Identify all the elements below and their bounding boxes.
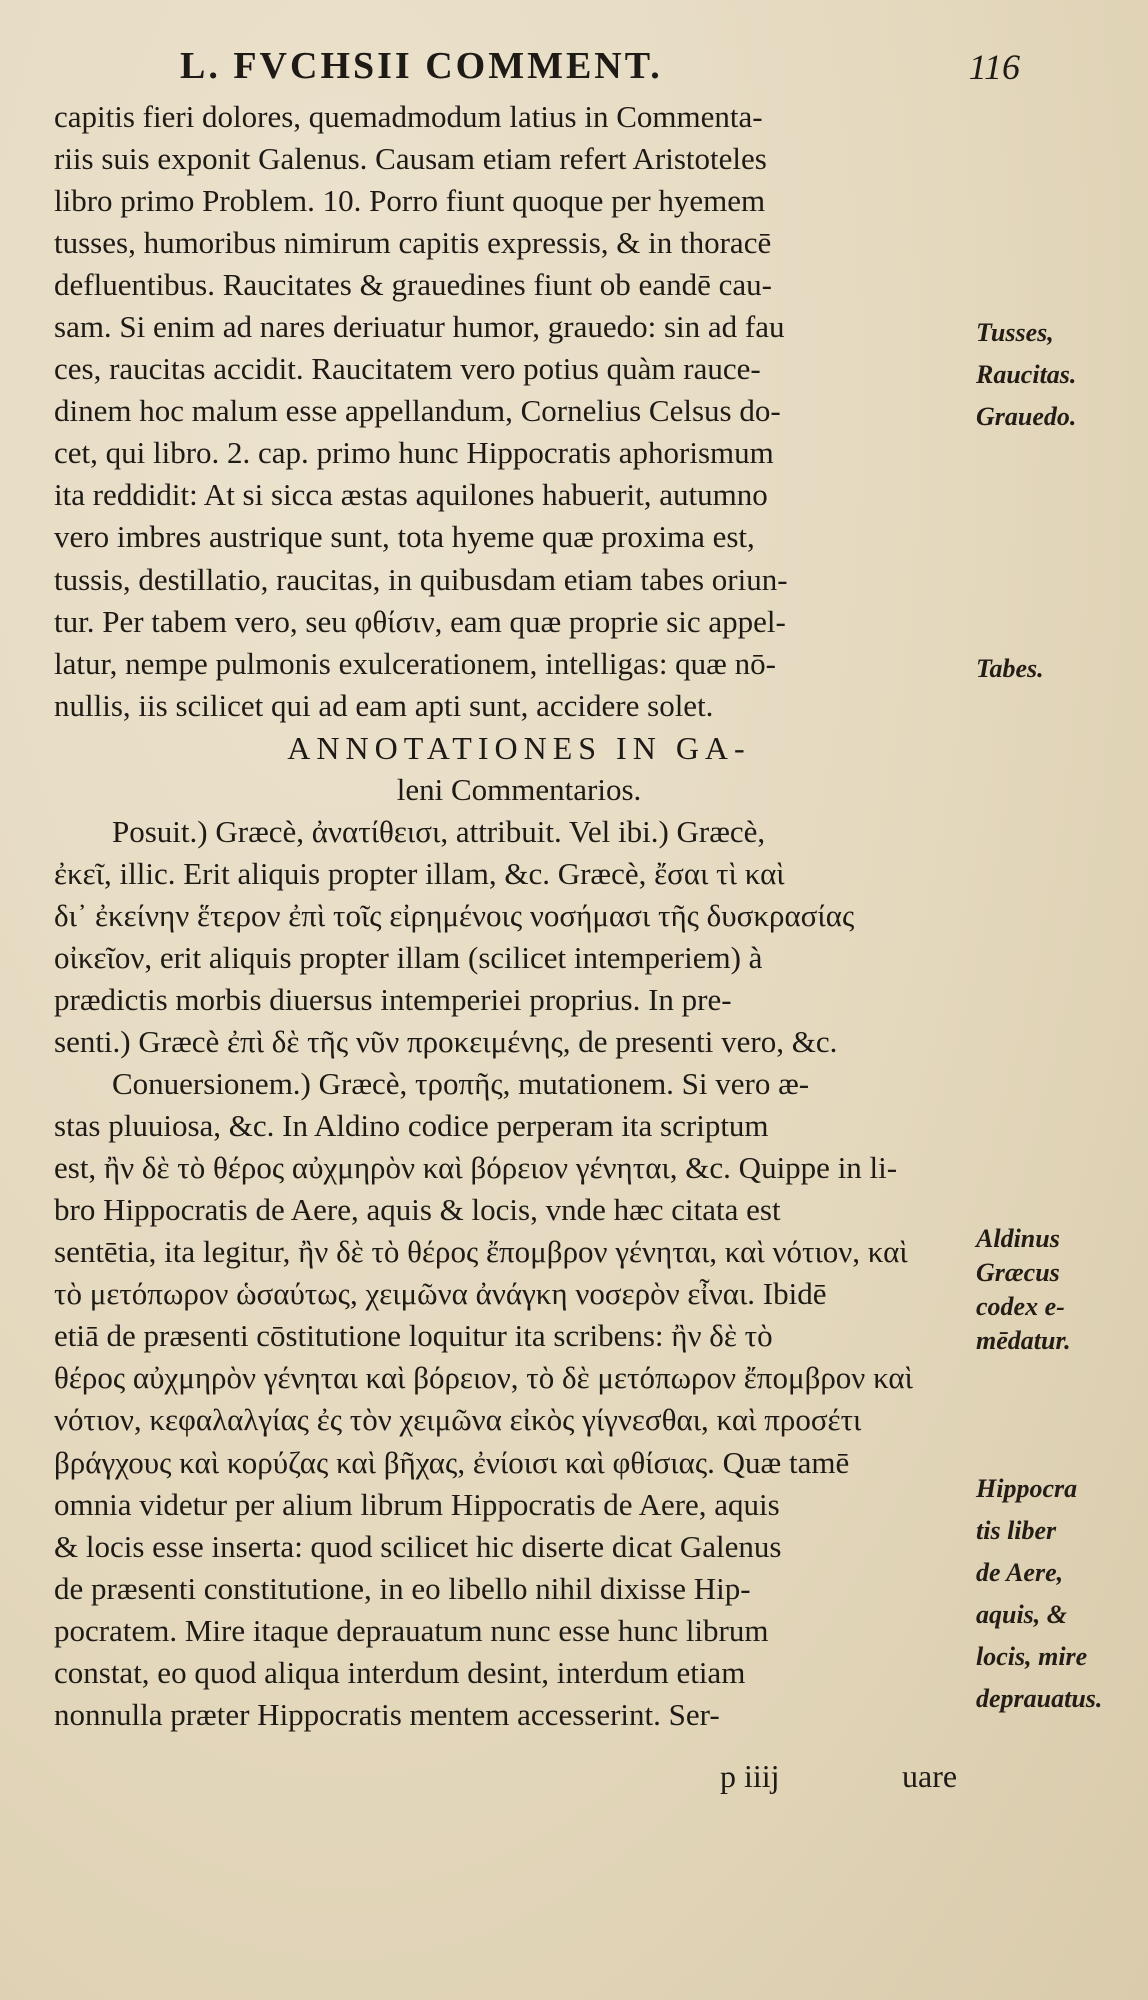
marginal-note: Tusses, bbox=[976, 318, 1054, 347]
running-head: L. FVCHSII COMMENT. bbox=[180, 45, 663, 87]
text-line: νότιον, κεφαλαλγίας ἐς τὸν χειμῶνα εἰκὸς γίγνεσθαι, καὶ προσέτι bbox=[54, 1402, 862, 1438]
text-line: tur. Per tabem vero, seu φθίσιν, eam quæ proprie sic appel- bbox=[54, 603, 786, 639]
text-line: cet, qui libro. 2. cap. primo hunc Hippocratis aphorismum bbox=[54, 435, 774, 471]
page-footer bbox=[0, 1758, 1148, 1808]
text-line: ἐκεῖ, illic. Erit aliquis propter illam, &c. Græcè, ἔσαι τὶ καὶ bbox=[54, 855, 785, 891]
marginal-note: codex e- bbox=[976, 1292, 1065, 1321]
marginal-note: Tabes. bbox=[976, 654, 1044, 683]
text-line: etiā de præsenti cōstitutione loquitur ita scribens: ἢν δὲ τὸ bbox=[54, 1318, 773, 1354]
section-heading: ANNOTATIONES IN GA- bbox=[287, 729, 751, 766]
text-line: de præsenti constitutione, in eo libello nihil dixisse Hip- bbox=[54, 1570, 751, 1606]
text-line: sam. Si enim ad nares deriuatur humor, grauedo: sin ad fau bbox=[54, 309, 785, 345]
text-line: pocratem. Mire itaque deprauatum nunc esse hunc librum bbox=[54, 1612, 769, 1648]
text-line: constat, eo quod aliqua interdum desint, interdum etiam bbox=[54, 1654, 746, 1690]
text-line: capitis fieri dolores, quemadmodum latius in Commenta- bbox=[54, 99, 763, 134]
marginal-note: deprauatus. bbox=[976, 1684, 1103, 1713]
text-line: prædictis morbis diuersus intemperiei proprius. In pre- bbox=[54, 981, 732, 1017]
text-line: sentētia, ita legitur, ἢν δὲ τὸ θέρος ἔπομβρον γένηται, καὶ νότιον, καὶ bbox=[54, 1234, 908, 1270]
page-header bbox=[180, 38, 1040, 90]
text-line: τὸ μετόπωρον ὡσαύτως, χειμῶνα ἀνάγκη νοσερὸν εἶναι. Ibidē bbox=[54, 1276, 827, 1312]
catchword: uare bbox=[902, 1758, 958, 1794]
text-line: latur, nempe pulmonis exulcerationem, intelligas: quæ nō- bbox=[54, 645, 776, 681]
text-line: οἰκεῖον, erit aliquis propter illam (scilicet intemperiem) à bbox=[54, 939, 763, 975]
marginal-note: tis liber bbox=[976, 1516, 1057, 1545]
text-line: defluentibus. Raucitates & grauedines fiunt ob eandē cau- bbox=[54, 267, 772, 303]
marginal-note: Aldinus bbox=[976, 1224, 1060, 1253]
text-line: nullis, iis scilicet qui ad eam apti sunt, accidere solet. bbox=[54, 687, 714, 723]
signature-mark: p iiij bbox=[720, 1758, 780, 1794]
text-line: & locis esse inserta: quod scilicet hic diserte dicat Galenus bbox=[54, 1528, 782, 1564]
marginal-note: aquis, & bbox=[976, 1600, 1068, 1629]
text-line: tusses, humoribus nimirum capitis expressis, & in thoracē bbox=[54, 225, 772, 261]
text-line: Conuersionem.) Græcè, τροπῆς, mutationem. Si vero æ- bbox=[112, 1066, 810, 1102]
marginal-note: locis, mire bbox=[976, 1642, 1088, 1671]
section-subheading: leni Commentarios. bbox=[396, 771, 642, 807]
marginal-note: Raucitas. bbox=[976, 360, 1077, 389]
marginal-note: de Aere, bbox=[976, 1558, 1064, 1587]
text-line: θέρος αὐχμηρὸν γένηται καὶ βόρειον, τὸ δὲ μετόπωρον ἔπομβρον καὶ bbox=[54, 1360, 914, 1396]
marginal-note: mēdatur. bbox=[976, 1326, 1071, 1355]
text-line: ita reddidit: At si sicca æstas aquilones habuerit, autumno bbox=[54, 477, 768, 513]
marginal-note: Grauedo. bbox=[976, 402, 1077, 431]
text-line: Posuit.) Græcè, ἀνατίθεισι, attribuit. Vel ibi.) Græcè, bbox=[112, 813, 766, 849]
text-line: tussis, destillatio, raucitas, in quibusdam etiam tabes oriun- bbox=[54, 561, 788, 597]
text-line: omnia videtur per alium librum Hippocratis de Aere, aquis bbox=[54, 1486, 780, 1522]
text-line: bro Hippocratis de Aere, aquis & locis, vnde hæc citata est bbox=[54, 1192, 781, 1228]
folio-number: 116 bbox=[968, 47, 1020, 87]
text-line: βράγχους καὶ κορύζας καὶ βῆχας, ἐνίοισι καὶ φθίσιας. Quæ tamē bbox=[54, 1444, 850, 1480]
text-line: libro primo Problem. 10. Porro fiunt quoque per hyemem bbox=[54, 183, 766, 219]
body-text bbox=[54, 96, 984, 1736]
marginal-note: Græcus bbox=[976, 1258, 1060, 1287]
text-line: stas pluuiosa, &c. In Aldino codice perperam ita scriptum bbox=[54, 1108, 769, 1144]
text-line: dinem hoc malum esse appellandum, Cornelius Celsus do- bbox=[54, 393, 781, 429]
text-line: ces, raucitas accidit. Raucitatem vero potius quàm rauce- bbox=[54, 351, 761, 387]
text-line: riis suis exponit Galenus. Causam etiam refert Aristoteles bbox=[54, 141, 767, 177]
text-line: senti.) Græcè ἐπὶ δὲ τῆς νῦν προκειμένης, de presenti vero, &c. bbox=[54, 1024, 838, 1060]
text-line: est, ἢν δὲ τὸ θέρος αὐχμηρὸν καὶ βόρειον γένηται, &c. Quippe in li- bbox=[54, 1150, 898, 1186]
text-line: nonnulla præter Hippocratis mentem accesserint. Ser- bbox=[54, 1696, 720, 1732]
text-line: δι᾽ ἐκείνην ἕτερον ἐπὶ τοῖς εἰρημένοις νοσήμασι τῆς δυσκρασίας bbox=[54, 897, 855, 933]
marginal-note: Hippocra bbox=[976, 1474, 1078, 1503]
text-line: vero imbres austrique sunt, tota hyeme quæ proxima est, bbox=[54, 519, 755, 555]
